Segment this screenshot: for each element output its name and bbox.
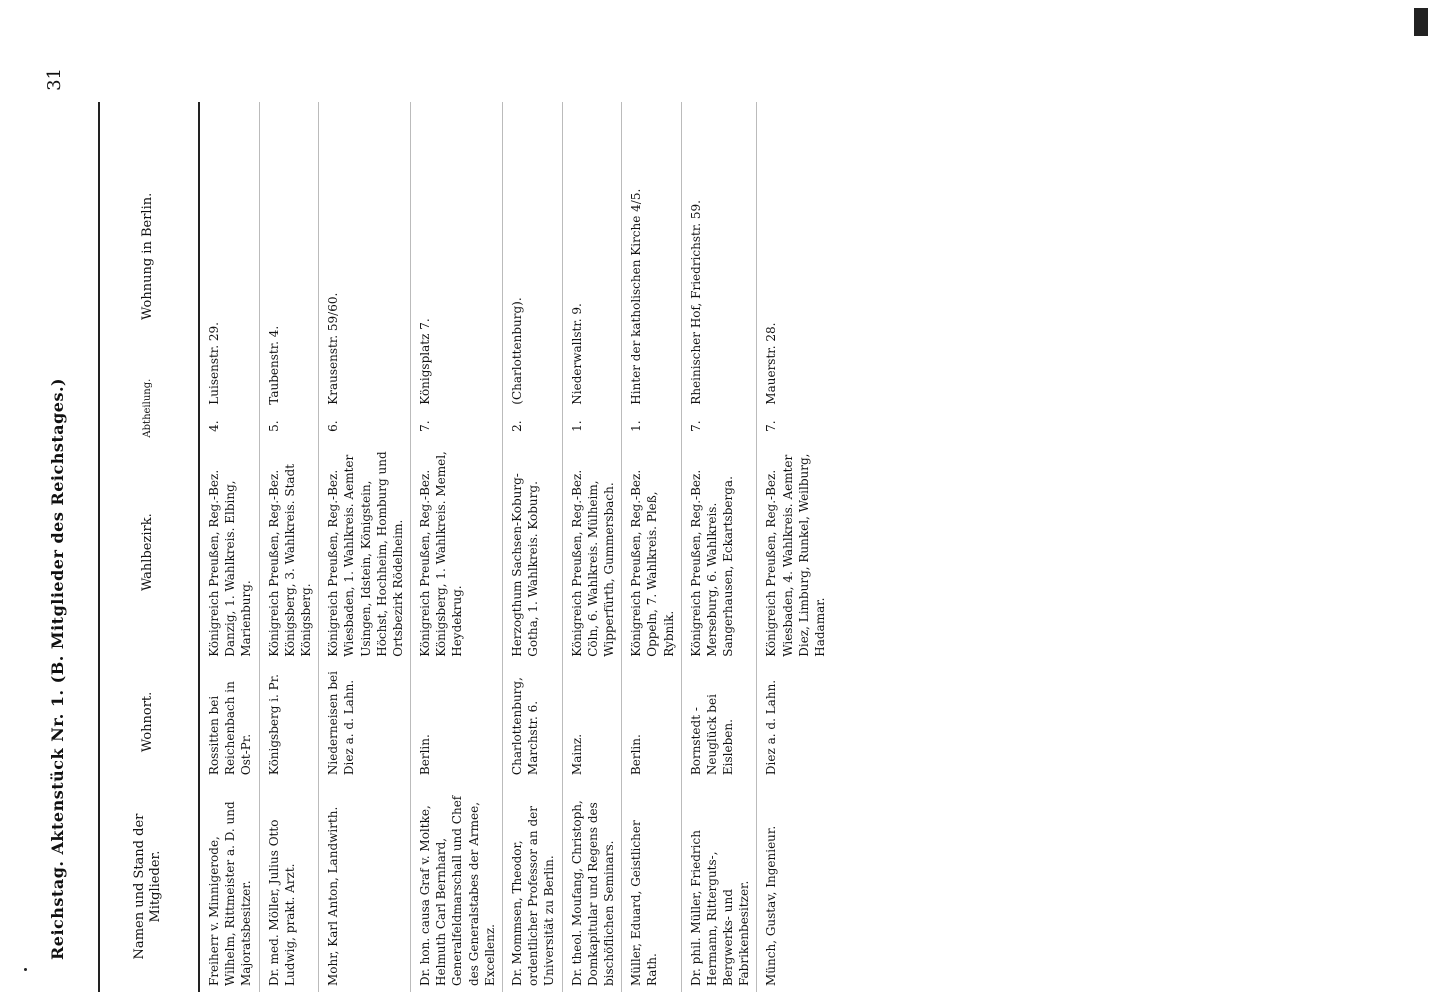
scan-corner-mark bbox=[1414, 8, 1428, 36]
table-row bbox=[199, 102, 259, 992]
member-berlin-address: Königsplatz 7. bbox=[411, 102, 503, 411]
member-berlin-address: Niederwallstr. 9. bbox=[562, 102, 622, 411]
member-berlin-address: Rheinischer Hof, Friedrichstr. 59. bbox=[681, 102, 757, 411]
member-residence: Bornstedt - Neuglück bei Eisleben. bbox=[681, 663, 757, 781]
member-department: 2. bbox=[503, 411, 563, 442]
member-constituency: Königreich Preußen, Reg.-Bez. Cöln, 6. Wahlkreis. Mülheim, Wipperfürth, Gummersbach. bbox=[562, 442, 622, 663]
member-name: Müller, Eduard, Geistlicher Rath. bbox=[622, 781, 682, 992]
member-name: Dr. med. Möller, Julius Otto Ludwig, prakt. Arzt. bbox=[259, 781, 319, 992]
scan-dot bbox=[24, 968, 27, 971]
table-row bbox=[681, 102, 757, 992]
member-berlin-address: Krausenstr. 59/60. bbox=[319, 102, 411, 411]
page-title: Reichstag. Aktenstück Nr. 1. (B. Mitglieder des Reichstages.) bbox=[48, 377, 67, 960]
table-row bbox=[562, 102, 622, 992]
rotated-document-page bbox=[40, 50, 1340, 1000]
member-residence: Berlin. bbox=[622, 663, 682, 781]
table-row bbox=[622, 102, 682, 992]
member-department: 1. bbox=[622, 411, 682, 442]
member-department: 1. bbox=[562, 411, 622, 442]
member-constituency: Königreich Preußen, Reg.-Bez. Merseburg, 6. Wahlkreis. Sangerhausen, Eckartsberga. bbox=[681, 442, 757, 663]
table-row bbox=[319, 102, 411, 992]
member-constituency: Herzogthum Sachsen-Koburg-Gotha, 1. Wahlkreis. Koburg. bbox=[503, 442, 563, 663]
members-table bbox=[98, 102, 832, 992]
member-name: Dr. hon. causa Graf v. Moltke, Helmuth Carl Bernhard, Generalfeldmarschall und Chef des Generalstabes der Armee, Excellenz. bbox=[411, 781, 503, 992]
member-residence: Diez a. d. Lahn. bbox=[764, 679, 779, 776]
table-row bbox=[757, 102, 832, 992]
column-header-abtheilung: Abtheilung. bbox=[98, 411, 199, 442]
member-department: 7. bbox=[764, 420, 779, 432]
member-residence: Mainz. bbox=[562, 663, 622, 781]
member-constituency: Königreich Preußen, Reg.-Bez. Wiesbaden, 4. Wahlkreis. Aemter Diez, Limburg, Runkel, Weilburg, Hadamar. bbox=[764, 453, 827, 657]
member-berlin-address: Hinter der katholischen Kirche 4/5. bbox=[622, 102, 682, 411]
member-name: Münch, Gustav, Ingenieur. bbox=[764, 825, 779, 986]
table-row bbox=[259, 102, 319, 992]
member-residence: Rossitten bei Reichenbach in Ost-Pr. bbox=[199, 663, 259, 781]
member-department: 7. bbox=[411, 411, 503, 442]
member-constituency: Königreich Preußen, Reg.-Bez. Oppeln, 7. Wahlkreis. Pleß, Rybnik. bbox=[622, 442, 682, 663]
member-constituency: Königreich Preußen, Reg.-Bez. Wiesbaden, 1. Wahlkreis. Aemter Usingen, Idstein, Königstein, Höchst, Hochheim, Homburg und Ortsbezirk Rödelheim. bbox=[319, 442, 411, 663]
member-department: 7. bbox=[681, 411, 757, 442]
column-header-wohnung: Wohnung in Berlin. bbox=[98, 102, 199, 411]
page-header bbox=[40, 50, 70, 1000]
member-residence: Charlottenburg, Marchstr. 6. bbox=[503, 663, 563, 781]
member-constituency: Königreich Preußen, Reg.-Bez. Königsberg, 3. Wahlkreis. Stadt Königsberg. bbox=[259, 442, 319, 663]
table-row bbox=[411, 102, 503, 992]
member-berlin-address: Luisenstr. 29. bbox=[199, 102, 259, 411]
page-number: 31 bbox=[44, 68, 65, 91]
member-berlin-address: Mauerstr. 28. bbox=[764, 322, 779, 405]
column-header-wahlbezirk: Wahlbezirk. bbox=[98, 442, 199, 663]
member-name: Dr. theol. Moufang, Christoph, Domkapitular und Regens des bischöflichen Seminars. bbox=[562, 781, 622, 992]
member-residence: Niederneisen bei Diez a. d. Lahn. bbox=[319, 663, 411, 781]
member-berlin-address: Taubenstr. 4. bbox=[259, 102, 319, 411]
member-name: Freiherr v. Minnigerode, Wilhelm, Rittmeister a. D. und Majoratsbesitzer. bbox=[199, 781, 259, 992]
member-name: Dr. phil. Müller, Friedrich Hermann, Ritterguts-, Bergwerks- und Fabrikenbesitzer. bbox=[681, 781, 757, 992]
member-residence: Königsberg i. Pr. bbox=[259, 663, 319, 781]
member-name: Dr. Mommsen, Theodor, ordentlicher Professor an der Universität zu Berlin. bbox=[503, 781, 563, 992]
column-header-name: Namen und Stand der Mitglieder. bbox=[98, 781, 199, 992]
member-residence: Berlin. bbox=[411, 663, 503, 781]
member-constituency: Königreich Preußen, Reg.-Bez. Königsberg, 1. Wahlkreis. Memel, Heydekrug. bbox=[411, 442, 503, 663]
member-name: Mohr, Karl Anton, Landwirth. bbox=[319, 781, 411, 992]
member-constituency: Königreich Preußen, Reg.-Bez. Danzig, 1. Wahlkreis. Elbing, Marienburg. bbox=[199, 442, 259, 663]
member-berlin-address: (Charlottenburg). bbox=[503, 102, 563, 411]
column-header-wohnort: Wohnort. bbox=[98, 663, 199, 781]
member-department: 4. bbox=[199, 411, 259, 442]
table-header-row bbox=[98, 102, 199, 992]
member-department: 6. bbox=[319, 411, 411, 442]
table-row bbox=[503, 102, 563, 992]
funding-note bbox=[1416, 40, 1432, 995]
member-department: 5. bbox=[259, 411, 319, 442]
